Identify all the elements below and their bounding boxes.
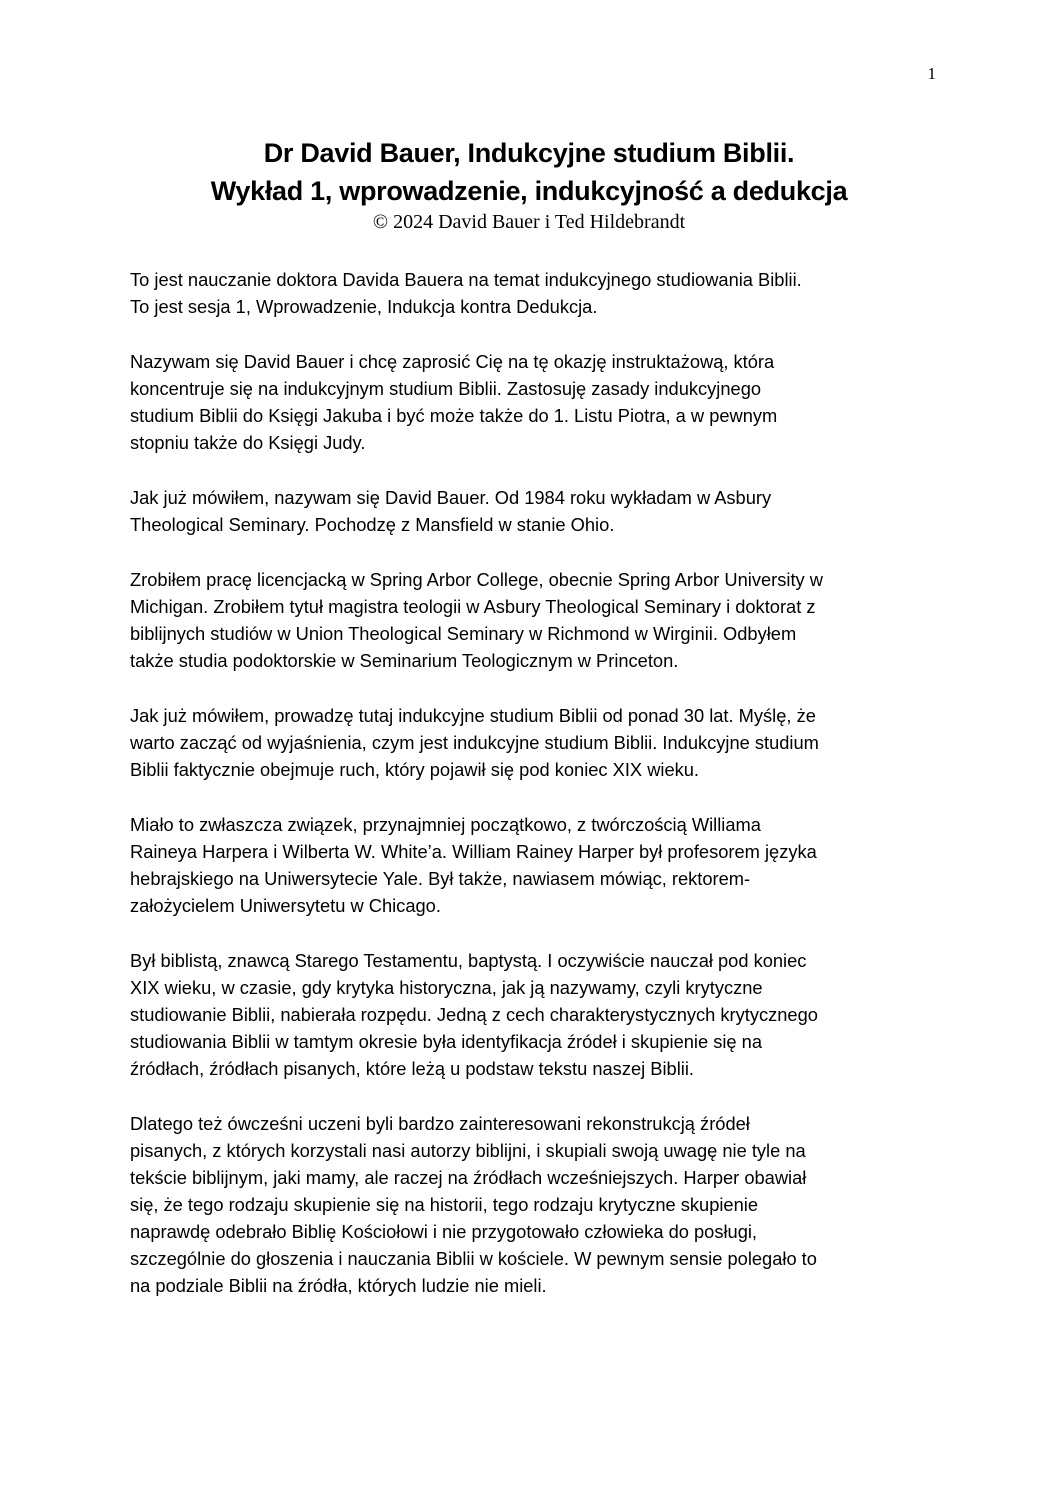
- paragraph-7: [130, 947, 930, 1082]
- paragraph-8: [130, 1110, 930, 1299]
- document-title-line-2: Wykład 1, wprowadzenie, indukcyjność a dedukcja: [210, 176, 848, 206]
- paragraph-line: Nazywam się David Bauer i chcę zaprosić Cię na tę okazję instruktażową, która: [130, 351, 775, 372]
- paragraph-line: To jest nauczanie doktora Davida Bauera na temat indukcyjnego studiowania Biblii.: [130, 269, 802, 290]
- copyright-notice: © 2024 David Bauer i Ted Hildebrandt: [372, 211, 686, 233]
- paragraph-1: [130, 266, 930, 320]
- paragraph-line: założycielem Uniwersytetu w Chicago.: [130, 895, 441, 916]
- paragraph-line: pisanych, z których korzystali nasi autorzy biblijni, i skupiali swoją uwagę nie tyle na: [130, 1140, 806, 1161]
- paragraph-line: XIX wieku, w czasie, gdy krytyka historyczna, jak ją nazywamy, czyli krytyczne: [130, 977, 763, 998]
- paragraph-line: stopniu także do Księgi Judy.: [130, 432, 366, 453]
- paragraph-2: [130, 348, 930, 456]
- paragraph-line: Michigan. Zrobiłem tytuł magistra teologii w Asbury Theological Seminary i doktorat z: [130, 596, 816, 617]
- paragraph-line: koncentruje się na indukcyjnym studium Biblii. Zastosuję zasady indukcyjnego: [130, 378, 762, 399]
- paragraph-line: biblijnych studiów w Union Theological Seminary w Richmond w Wirginii. Odbyłem: [130, 623, 797, 644]
- paragraph-line: tekście biblijnym, jaki mamy, ale raczej na źródłach wcześniejszych. Harper obawiał: [130, 1167, 807, 1188]
- paragraph-line: źródłach, źródłach pisanych, które leżą u podstaw tekstu naszej Biblii.: [130, 1058, 694, 1079]
- paragraph-line: Zrobiłem pracę licencjacką w Spring Arbor College, obecnie Spring Arbor University w: [130, 569, 823, 590]
- paragraph-line: się, że tego rodzaju skupienie się na historii, tego rodzaju krytyczne skupienie: [130, 1194, 758, 1215]
- paragraph-line: Był biblistą, znawcą Starego Testamentu, baptystą. I oczywiście nauczał pod koniec: [130, 950, 807, 971]
- document-body: [130, 266, 930, 1327]
- paragraph-line: Raineya Harpera i Wilberta W. White’a. William Rainey Harper był profesorem języka: [130, 841, 817, 862]
- paragraph-3: [130, 484, 930, 538]
- paragraph-line: szczególnie do głoszenia i nauczania Biblii w kościele. W pewnym sensie polegało to: [130, 1248, 817, 1269]
- paragraph-line: na podziale Biblii na źródła, których ludzie nie mieli.: [130, 1275, 547, 1296]
- paragraph-line: Jak już mówiłem, prowadzę tutaj indukcyjne studium Biblii od ponad 30 lat. Myślę, że: [130, 705, 816, 726]
- paragraph-line: Jak już mówiłem, nazywam się David Bauer. Od 1984 roku wykładam w Asbury: [130, 487, 772, 508]
- paragraph-4: [130, 566, 930, 674]
- paragraph-line: Biblii faktycznie obejmuje ruch, który pojawił się pod koniec XIX wieku.: [130, 759, 700, 780]
- paragraph-line: hebrajskiego na Uniwersytecie Yale. Był także, nawiasem mówiąc, rektorem-: [130, 868, 751, 889]
- paragraph-line: naprawdę odebrało Biblię Kościołowi i nie przygotowało człowieka do posługi,: [130, 1221, 757, 1242]
- document-title-line-1: Dr David Bauer, Indukcyjne studium Biblii.: [263, 138, 795, 168]
- paragraph-line: także studia podoktorskie w Seminarium Teologicznym w Princeton.: [130, 650, 679, 671]
- paragraph-line: warto zacząć od wyjaśnienia, czym jest indukcyjne studium Biblii. Indukcyjne studium: [130, 732, 819, 753]
- paragraph-line: studium Biblii do Księgi Jakuba i być może także do 1. Listu Piotra, a w pewnym: [130, 405, 778, 426]
- paragraph-5: [130, 702, 930, 783]
- document-header: [0, 134, 1058, 234]
- page-number: 1: [927, 64, 936, 83]
- paragraph-6: [130, 811, 930, 919]
- paragraph-line: Dlatego też ówcześni uczeni byli bardzo zainteresowani rekonstrukcją źródeł: [130, 1113, 750, 1134]
- paragraph-line: studiowanie Biblii, nabierała rozpędu. Jedną z cech charakterystycznych krytycznego: [130, 1004, 818, 1025]
- paragraph-line: To jest sesja 1, Wprowadzenie, Indukcja kontra Dedukcja.: [130, 296, 598, 317]
- paragraph-line: Theological Seminary. Pochodzę z Mansfield w stanie Ohio.: [130, 514, 615, 535]
- paragraph-line: studiowania Biblii w tamtym okresie była identyfikacja źródeł i skupienie się na: [130, 1031, 763, 1052]
- paragraph-line: Miało to zwłaszcza związek, przynajmniej początkowo, z twórczością Williama: [130, 814, 761, 835]
